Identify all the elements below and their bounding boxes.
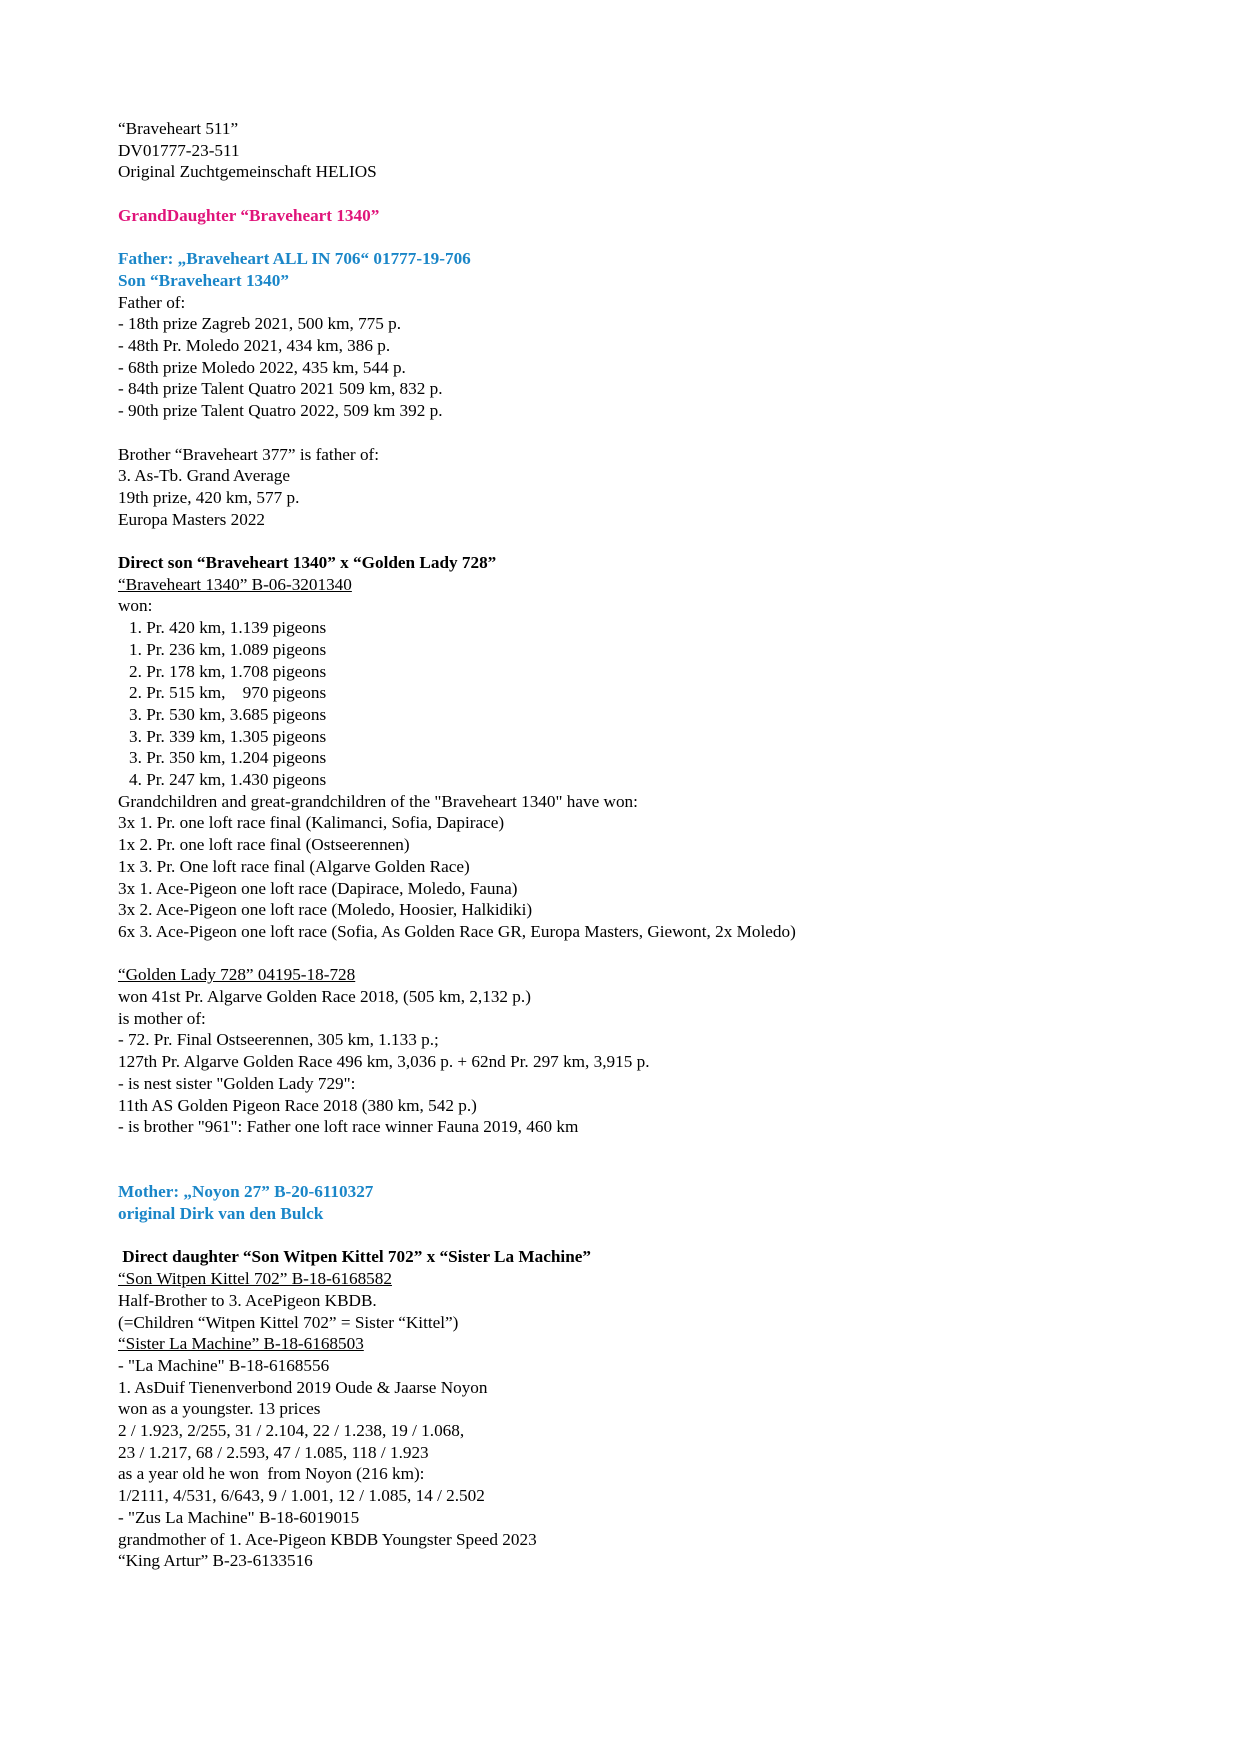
origin-line: Original Zuchtgemeinschaft HELIOS: [118, 162, 377, 182]
father-of-label: Father of:: [118, 292, 186, 312]
golden-lady-line: 127th Pr. Algarve Golden Race 496 km, 3,036 p. + 62nd Pr. 297 km, 3,915 p.: [118, 1052, 650, 1072]
win-item: 3. Pr. 350 km, 1.204 pigeons: [129, 748, 327, 768]
spacer: [118, 227, 1118, 249]
mother-section: [118, 1181, 1118, 1224]
grandchildren-line: 1x 3. Pr. One loft race final (Algarve Golden Race): [118, 856, 470, 876]
golden-lady-line: is mother of:: [118, 1008, 206, 1028]
grandchildren-line: 3x 2. Ace-Pigeon one loft race (Moledo, Hoosier, Halkidiki): [118, 900, 533, 920]
grandchildren-line: 1x 2. Pr. one loft race final (Ostseerennen): [118, 835, 410, 855]
father-result: - 90th prize Talent Quatro 2022, 509 km 392 p.: [118, 401, 443, 421]
win-item: 2. Pr. 515 km, 970 pigeons: [129, 683, 327, 703]
spacer: [118, 183, 1118, 205]
daughter-dam-line: as a year old he won from Noyon (216 km):: [118, 1464, 425, 1484]
brother-line: 19th prize, 420 km, 577 p.: [118, 487, 300, 507]
daughter-dam-line: won as a youngster. 13 prices: [118, 1399, 321, 1419]
golden-lady-line: 11th AS Golden Pigeon Race 2018 (380 km, 542 p.): [118, 1095, 477, 1115]
daughter-dam-line: 1. AsDuif Tienenverbond 2019 Oude & Jaarse Noyon: [118, 1377, 488, 1397]
daughter-dam-line: grandmother of 1. Ace-Pigeon KBDB Youngster Speed 2023: [118, 1529, 537, 1549]
win-item: 3. Pr. 339 km, 1.305 pigeons: [129, 726, 327, 746]
golden-lady-line: - is nest sister "Golden Lady 729":: [118, 1073, 356, 1093]
ring-number: DV01777-23-511: [118, 140, 240, 160]
golden-lady-line: - is brother "961": Father one loft race winner Fauna 2019, 460 km: [118, 1117, 579, 1137]
father-heading: Father: „Braveheart ALL IN 706“ 01777-19-706: [118, 249, 471, 269]
win-item: 3. Pr. 530 km, 3.685 pigeons: [129, 704, 327, 724]
brother-line: Brother “Braveheart 377” is father of:: [118, 444, 380, 464]
daughter-sire-line: (=Children “Witpen Kittel 702” = Sister “Kittel”): [118, 1312, 459, 1332]
win-item: 4. Pr. 247 km, 1.430 pigeons: [129, 770, 327, 790]
father-result: - 68th prize Moledo 2022, 435 km, 544 p.: [118, 357, 406, 377]
brother-line: Europa Masters 2022: [118, 509, 266, 529]
spacer: [118, 530, 1118, 552]
direct-daughter-heading: Direct daughter “Son Witpen Kittel 702” x “Sister La Machine”: [118, 1247, 591, 1267]
daughter-dam-name: “Sister La Machine” B-18-6168503: [118, 1334, 364, 1354]
golden-lady-line: won 41st Pr. Algarve Golden Race 2018, (505 km, 2,132 p.): [118, 987, 531, 1007]
spacer: [118, 422, 1118, 444]
grandchildren-line: 3x 1. Ace-Pigeon one loft race (Dapirace, Moledo, Fauna): [118, 878, 518, 898]
win-item: 1. Pr. 236 km, 1.089 pigeons: [129, 639, 327, 659]
won-label: won:: [118, 596, 153, 616]
spacer: [118, 943, 1118, 965]
daughter-sire-line: Half-Brother to 3. AcePigeon KBDB.: [118, 1290, 377, 1310]
win-item: 2. Pr. 178 km, 1.708 pigeons: [129, 661, 327, 681]
win-item: 1. Pr. 420 km, 1.139 pigeons: [129, 618, 327, 638]
daughter-dam-line: 23 / 1.217, 68 / 2.593, 47 / 1.085, 118 / 1.923: [118, 1442, 429, 1462]
father-result: - 84th prize Talent Quatro 2021 509 km, 832 p.: [118, 379, 443, 399]
mother-heading: Mother: „Noyon 27” B-20-6110327: [118, 1182, 374, 1202]
grandchildren-line: 3x 1. Pr. one loft race final (Kalimanci, Sofia, Dapirace): [118, 813, 505, 833]
father-section: [118, 248, 1118, 530]
direct-son-section: [118, 552, 1118, 943]
brother-line: 3. As-Tb. Grand Average: [118, 466, 290, 486]
pedigree-document: [118, 118, 1118, 1572]
direct-son-heading: Direct son “Braveheart 1340” x “Golden Lady 728”: [118, 553, 497, 572]
grandchildren-line: Grandchildren and great-grandchildren of the "Braveheart 1340" have won:: [118, 791, 638, 811]
father-result: - 48th Pr. Moledo 2021, 434 km, 386 p.: [118, 336, 391, 355]
spacer: [118, 1138, 1118, 1181]
document-title: GrandDaughter “Braveheart 1340”: [118, 205, 380, 225]
daughter-dam-line: 1/2111, 4/531, 6/643, 9 / 1.001, 12 / 1.085, 14 / 2.502: [118, 1486, 485, 1506]
daughter-dam-line: - "La Machine" B-18-6168556: [118, 1355, 330, 1375]
daughter-dam-line: - "Zus La Machine" B-18-6019015: [118, 1507, 360, 1527]
daughter-dam-line: 2 / 1.923, 2/255, 31 / 2.104, 22 / 1.238, 19 / 1.068,: [118, 1421, 465, 1441]
grandchildren-line: 6x 3. Ace-Pigeon one loft race (Sofia, As Golden Race GR, Europa Masters, Giewont, 2x Moledo): [118, 921, 796, 941]
direct-daughter-section: [118, 1246, 1118, 1572]
mother-subheading: original Dirk van den Bulck: [118, 1204, 324, 1224]
golden-lady-section: [118, 964, 1118, 1138]
daughter-sire-name: “Son Witpen Kittel 702” B-18-6168582: [118, 1269, 392, 1289]
sire-name: “Braveheart 1340” B-06-3201340: [118, 574, 352, 594]
header-block: [118, 118, 1118, 183]
father-subheading: Son “Braveheart 1340”: [118, 270, 289, 290]
father-result: - 18th prize Zagreb 2021, 500 km, 775 p.: [118, 314, 402, 334]
golden-lady-name: “Golden Lady 728” 04195-18-728: [118, 965, 356, 985]
spacer: [118, 1225, 1118, 1247]
pigeon-name: “Braveheart 511”: [118, 119, 239, 138]
golden-lady-line: - 72. Pr. Final Ostseerennen, 305 km, 1.133 p.;: [118, 1030, 439, 1050]
daughter-dam-line: “King Artur” B-23-6133516: [118, 1551, 313, 1571]
